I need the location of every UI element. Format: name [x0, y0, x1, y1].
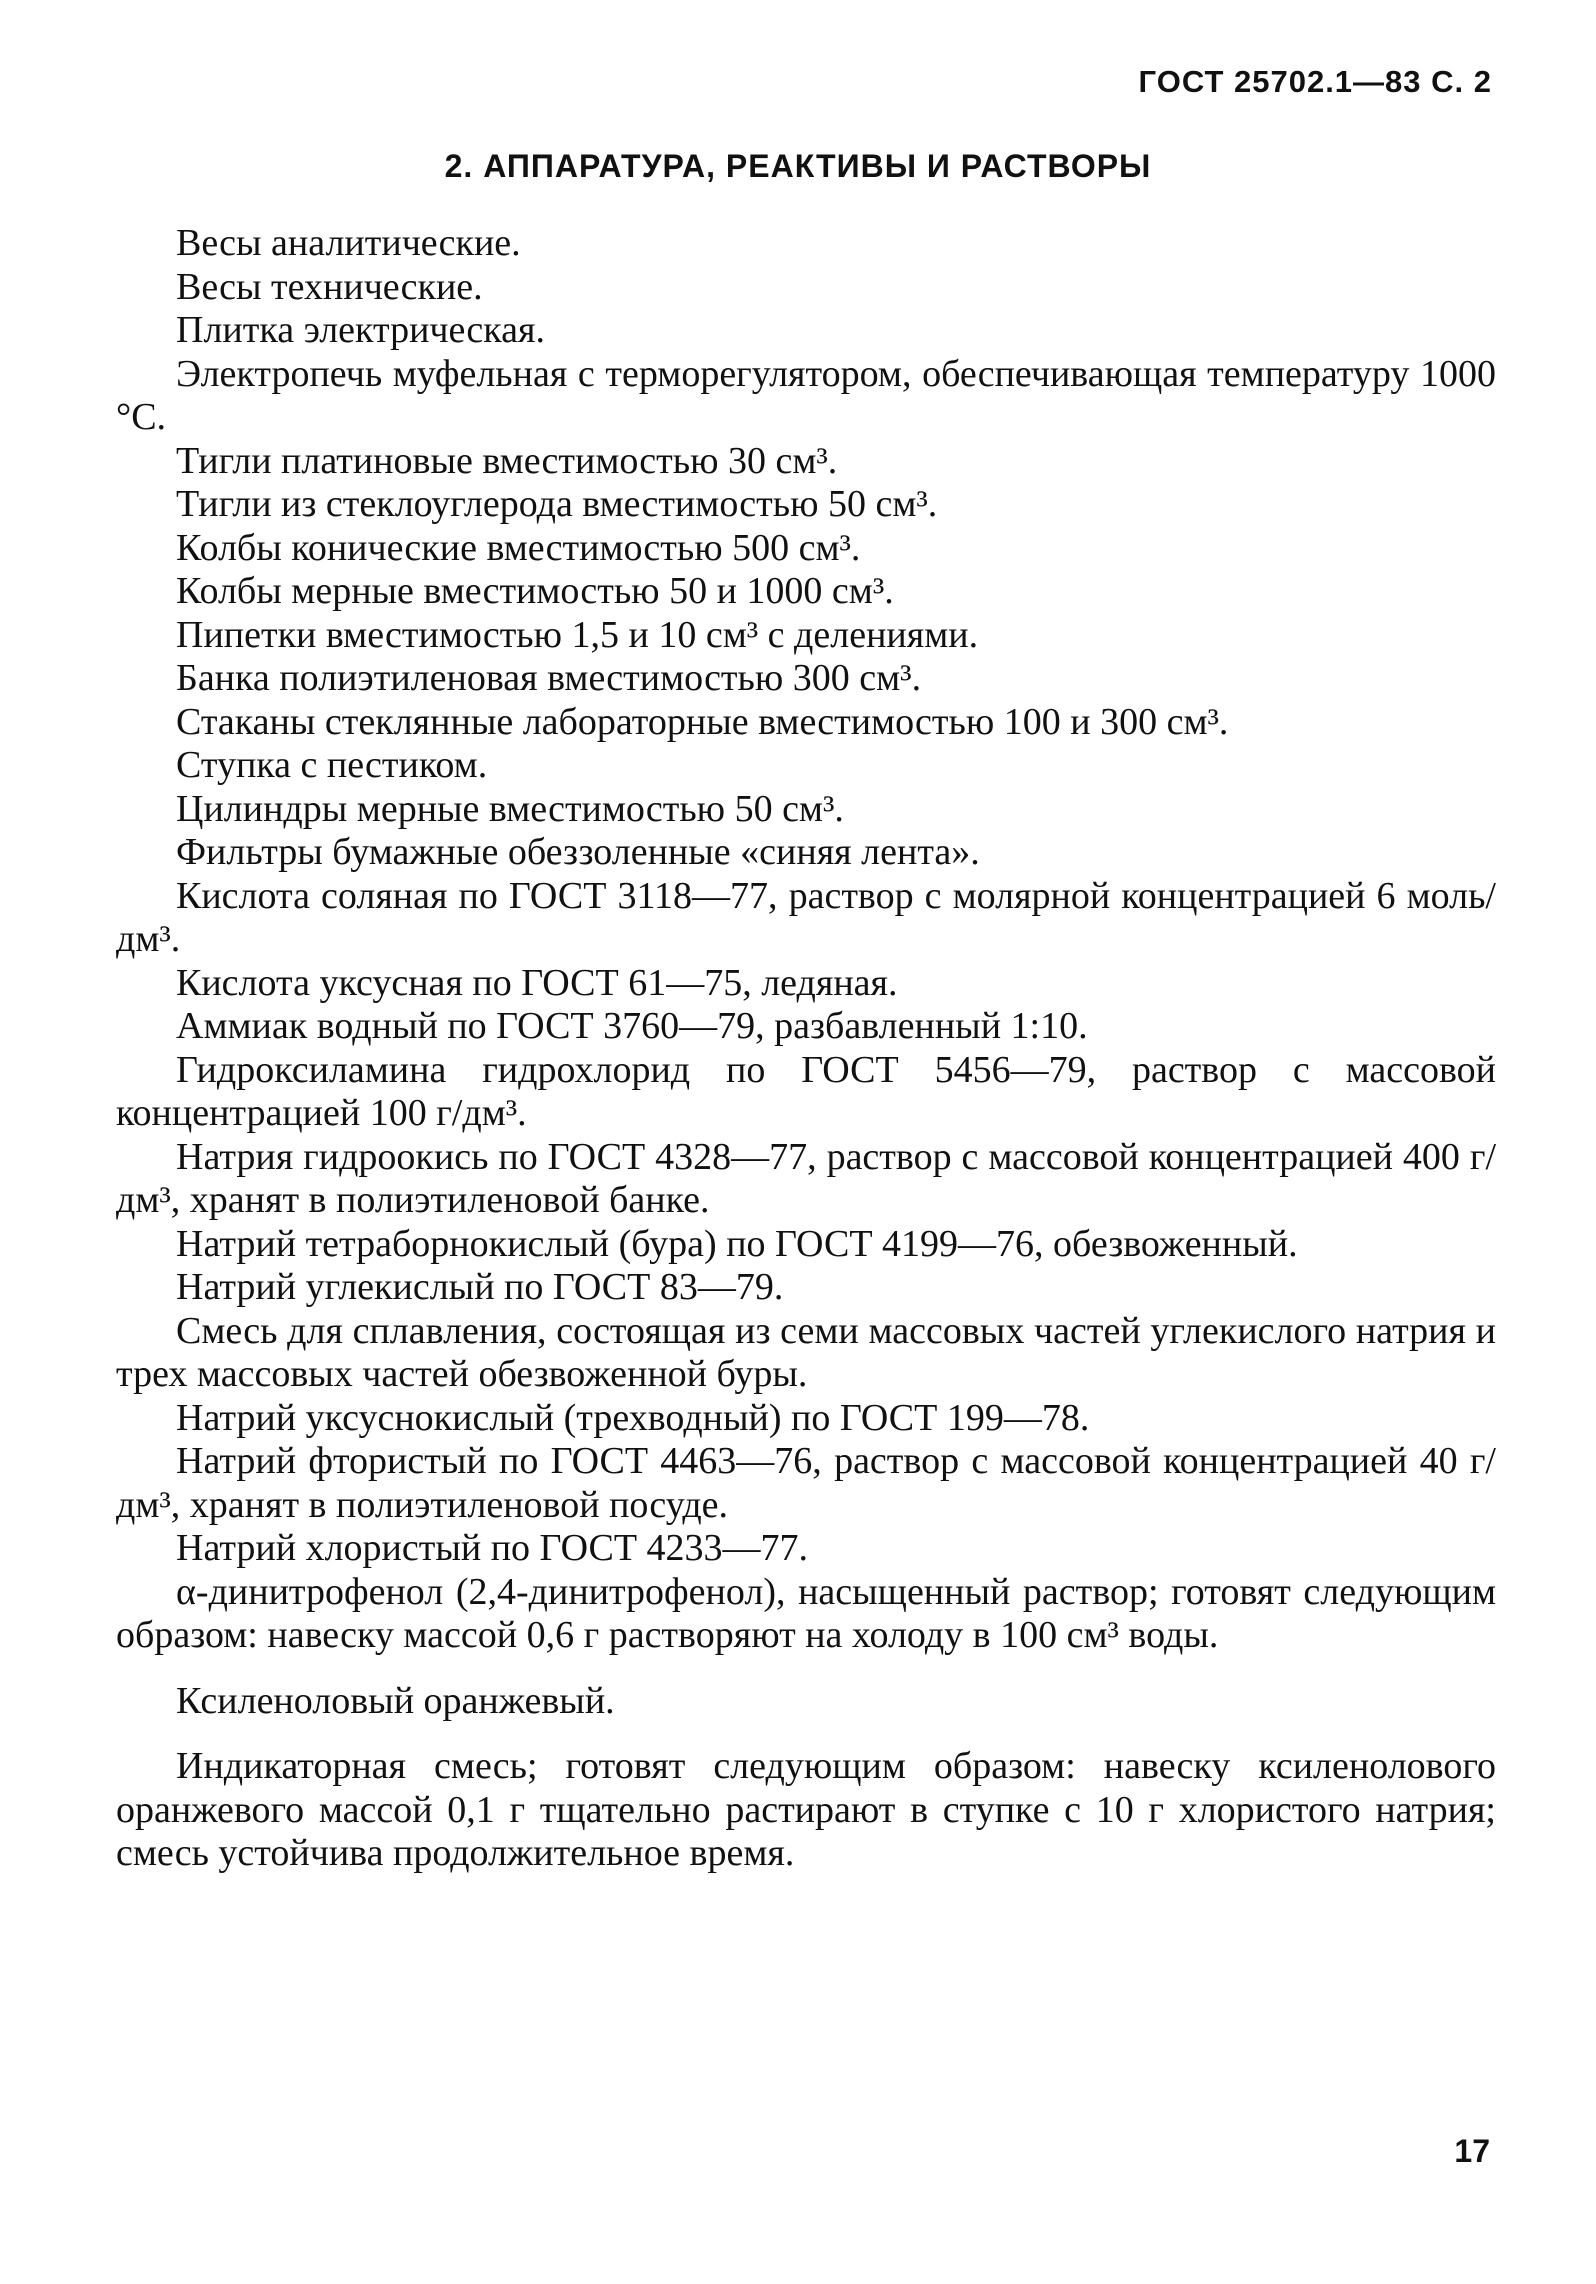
paragraph-22: Смесь для сплавления, состоящая из семи массовых частей углекислого натрия и трех массовых частей обезвоженной буры.	[116, 1309, 1496, 1395]
paragraph-14: Фильтры бумажные обеззоленные «синяя лента».	[176, 831, 980, 873]
paragraph-19: Натрия гидроокись по ГОСТ 4328—77, раствор с массовой концентрацией 400 г/дм³, хранят в полиэтиленовой банке.	[116, 1135, 1496, 1221]
paragraph-16: Кислота уксусная по ГОСТ 61—75, ледяная.	[176, 961, 898, 1004]
paragraph-1: Весы аналитические.	[176, 222, 521, 264]
paragraph-3: Плитка электрическая.	[176, 309, 545, 351]
paragraph-20: Натрий тетраборнокислый (бура) по ГОСТ 4199—76, обезвоженный.	[176, 1222, 1298, 1265]
paragraph-10: Банка полиэтиленовая вместимостью 300 см³.	[176, 657, 922, 699]
paragraph-17: Аммиак водный по ГОСТ 3760—79, разбавленный 1:10.	[176, 1005, 1088, 1047]
paragraph-18: Гидроксиламина гидрохлорид по ГОСТ 5456—79, раствор с массовой концентрацией 100 г/дм³.	[116, 1048, 1496, 1134]
paragraph-24: Натрий фтористый по ГОСТ 4463—76, раствор с массовой концентрацией 40 г/дм³, хранят в полиэтиленовой посуде.	[116, 1440, 1496, 1526]
paragraph-23: Натрий уксуснокислый (трехводный) по ГОСТ 199—78.	[176, 1396, 1090, 1439]
paragraph-15: Кислота соляная по ГОСТ 3118—77, раствор с молярной концентрацией 6 моль/дм³.	[116, 874, 1496, 960]
paragraph-2: Весы технические.	[176, 265, 483, 308]
paragraph-6: Тигли из стеклоуглерода вместимостью 50 см³.	[176, 483, 938, 525]
paragraph-5: Тигли платиновые вместимостью 30 см³.	[176, 439, 838, 482]
body-text	[116, 222, 1496, 1876]
paragraph-25: Натрий хлористый по ГОСТ 4233—77.	[176, 1527, 809, 1569]
paragraph-28: Индикаторная смесь; готовят следующим образом: навеску ксиленолового оранжевого массой 0,1 г тщательно растирают в ступке с 10 г хлористого натрия; смесь устойчива продолжительное время.	[116, 1745, 1496, 1874]
paragraph-13: Цилиндры мерные вместимостью 50 см³.	[176, 787, 844, 830]
paragraph-26: α-динитрофенол (2,4-динитрофенол), насыщенный раствор; готовят следующим образом: навеску массой 0,6 г растворяют на холоду в 100 см³ воды.	[116, 1570, 1496, 1656]
paragraph-11: Стаканы стеклянные лабораторные вместимостью 100 и 300 см³.	[176, 700, 1229, 743]
running-header: ГОСТ 25702.1—83 С. 2	[1138, 64, 1492, 99]
paragraph-21: Натрий углекислый по ГОСТ 83—79.	[176, 1266, 784, 1308]
paragraph-7: Колбы конические вместимостью 500 см³.	[176, 526, 861, 569]
paragraph-4: Электропечь муфельная с терморегулятором, обеспечивающая температуру 1000 °С.	[116, 352, 1496, 438]
paragraph-9: Пипетки вместимостью 1,5 и 10 см³ с делениями.	[176, 613, 979, 656]
section-title: 2. АППАРАТУРА, РЕАКТИВЫ И РАСТВОРЫ	[444, 148, 1152, 184]
paragraph-8: Колбы мерные вместимостью 50 и 1000 см³.	[176, 570, 894, 612]
paragraph-27: Ксиленоловый оранжевый.	[176, 1679, 615, 1722]
paragraph-12: Ступка с пестиком.	[176, 744, 488, 786]
page-number: 17	[1454, 2133, 1490, 2169]
